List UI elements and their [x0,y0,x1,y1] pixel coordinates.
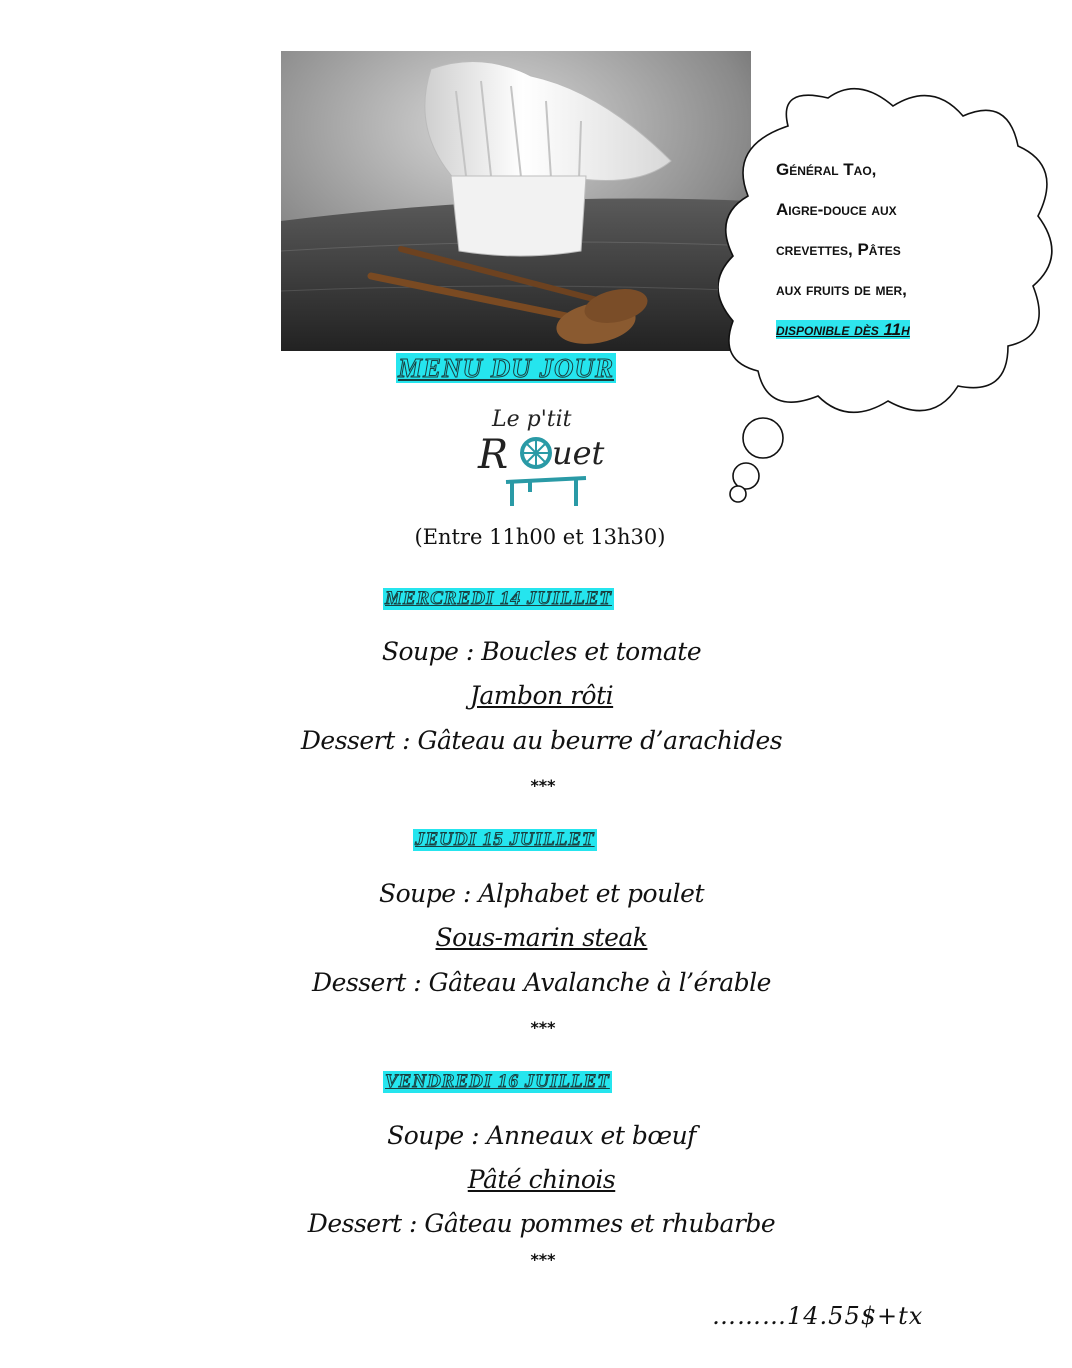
separator: *** [530,1250,556,1269]
separator: *** [530,1018,556,1037]
promo-line: aux fruits de mer, [776,280,907,299]
day-heading: JEUDI 15 JUILLET [415,829,595,850]
logo-text-top: Le p'tit [492,407,572,432]
promo-line: Aigre-douce aux [776,200,897,219]
soup-line: Soupe : Boucles et tomate [381,637,702,666]
day-heading: VENDREDI 16 JUILLET [385,1071,610,1092]
dessert-line: Dessert : Gâteau pommes et rhubarbe [307,1209,776,1238]
restaurant-logo [470,400,630,515]
main-dish-label: Sous-marin steak [435,923,648,952]
service-hours: (Entre 11h00 et 13h30) [414,525,666,549]
main-dish [0,922,1072,954]
page-title: MENU DU JOUR [398,353,615,383]
logo-text-bottom: uet [552,434,605,472]
dessert-line: Dessert : Gâteau au beurre d’arachides [300,726,783,755]
soup-line: Soupe : Alphabet et poulet [378,879,705,908]
soup-line: Soupe : Anneaux et bœuf [387,1121,696,1150]
logo-bench [506,478,586,506]
promo-text [776,150,976,350]
main-dish [0,680,1072,712]
logo-text-r: R [478,432,509,478]
price: ………14.55$+tx [712,1302,924,1330]
main-dish-label: Jambon rôti [469,681,614,710]
separator: *** [530,776,556,795]
main-dish-label: Pâté chinois [467,1165,616,1194]
chef-hat-photo [281,51,751,351]
promo-line: crevettes, Pâtes [776,240,901,259]
day-heading: MERCREDI 14 JUILLET [385,588,612,609]
promo-line: Général Tao, [776,160,877,179]
spinning-wheel-icon [522,439,550,467]
promo-availability: disponible dès 11h [776,320,910,339]
dessert-line: Dessert : Gâteau Avalanche à l’érable [312,968,771,997]
main-dish [0,1164,1072,1196]
